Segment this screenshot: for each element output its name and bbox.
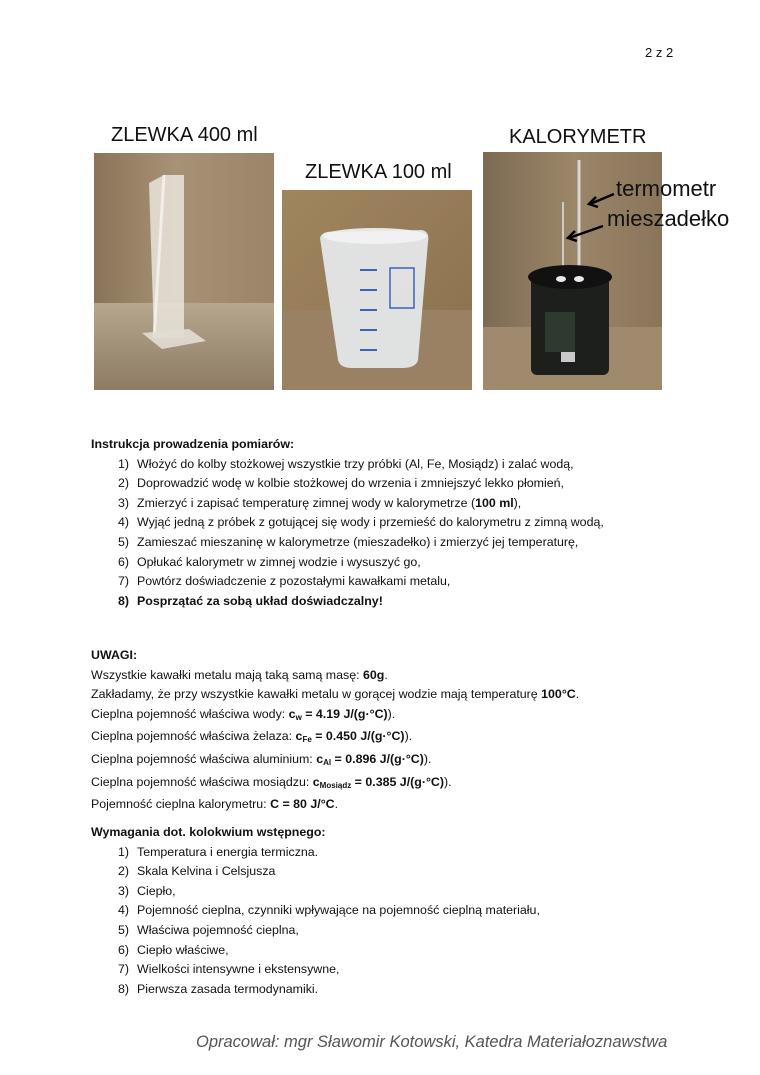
calorimeter-label: KALORYMETR bbox=[509, 126, 647, 148]
note-aluminium: Cieplna pojemność właściwa aluminium: $c_{Al} = 0.896$ J/(g·°C)). bbox=[91, 751, 432, 767]
list-item: 5) Zamieszać mieszaninę w kalorymetrze (mieszadełko) i zmierzyć jej temperaturę, bbox=[118, 534, 579, 549]
list-item: 2) Skala Kelvina i Celsjusza bbox=[118, 864, 276, 879]
instructions-heading: Instrukcja prowadzenia pomiarów: bbox=[91, 437, 295, 451]
beaker-100-label: ZLEWKA 100 ml bbox=[305, 161, 452, 183]
list-item: 3) Ciepło, bbox=[118, 883, 176, 898]
list-item: 4) Pojemność cieplna, czynniki wpływające na pojemność cieplną materiału, bbox=[118, 903, 540, 918]
list-item: 4) Wyjąć jedną z próbek z gotującej się wody i przemieść do kalorymetru z zimną wodą, bbox=[118, 515, 604, 530]
notes-section bbox=[91, 646, 579, 815]
note-brass: Cieplna pojemność właściwa mosiądzu: $c_{Mosiądz} = 0.385$ J/(g·°C)). bbox=[91, 774, 452, 790]
note-mass: Wszystkie kawałki metalu mają taką samą masę: 60g. bbox=[91, 667, 388, 682]
instructions-section bbox=[91, 435, 604, 611]
note-calorimeter: Pojemność cieplna kalorymetru: C = 80 J/°C. bbox=[91, 797, 339, 812]
beaker-100-photo bbox=[282, 190, 472, 390]
list-item: 7) Powtórz doświadczenie z pozostałymi kawałkami metalu, bbox=[118, 574, 451, 589]
thermometer-annotation: termometr bbox=[616, 176, 717, 201]
instructions-list bbox=[91, 455, 604, 612]
list-item: 2) Doprowadzić wodę w kolbie stożkowej do wrzenia i zmniejszyć lekko płomień, bbox=[118, 476, 564, 491]
stirrer-annotation: mieszadełko bbox=[607, 206, 730, 231]
list-item: 6) Ciepło właściwe, bbox=[118, 942, 229, 957]
list-item: 1) Temperatura i energia termiczna. bbox=[118, 844, 319, 859]
note-iron: Cieplna pojemność właściwa żelaza: $c_{Fe} = 0.450$ J/(g·°C)). bbox=[91, 729, 413, 745]
list-item: 8) Pierwsza zasada termodynamiki. bbox=[118, 981, 319, 996]
stirrer-arrow-icon bbox=[563, 222, 605, 242]
requirements-list bbox=[91, 843, 540, 1000]
requirements-heading: Wymagania dot. kolokwium wstępnego: bbox=[91, 825, 326, 839]
page-number: 2 z 2 bbox=[645, 45, 674, 60]
notes-heading: UWAGI: bbox=[91, 648, 138, 662]
note-temperature: Zakładamy, że przy wszystkie kawałki metalu w gorącej wodzie mają temperaturę 100°C. bbox=[91, 687, 580, 702]
list-item: 7) Wielkości intensywne i ekstensywne, bbox=[118, 962, 340, 977]
list-item: 8) Posprzątać za sobą układ doświadczalny! bbox=[118, 593, 383, 608]
beaker-400-label: ZLEWKA 400 ml bbox=[111, 124, 258, 146]
requirements-section bbox=[91, 823, 540, 999]
list-item: 5) Właściwa pojemność cieplna, bbox=[118, 922, 299, 937]
thermometer-arrow-icon bbox=[584, 190, 616, 210]
note-water: Cieplna pojemność właściwa wody: $c_w = 4.19$ J/(g·°C)). bbox=[91, 706, 396, 722]
beaker-400-photo bbox=[94, 153, 274, 390]
list-item: 3) Zmierzyć i zapisać temperaturę zimnej wody w kalorymetrze (100 ml), bbox=[118, 495, 522, 510]
list-item: 6) Opłukać kalorymetr w zimnej wodzie i wysuszyć go, bbox=[118, 554, 421, 569]
footer-author: Opracował: mgr Sławomir Kotowski, Katedra Materiałoznawstwa bbox=[196, 1033, 668, 1051]
list-item: 1) Włożyć do kolby stożkowej wszystkie trzy próbki (Al, Fe, Mosiądz) i zalać wodą, bbox=[118, 456, 574, 471]
